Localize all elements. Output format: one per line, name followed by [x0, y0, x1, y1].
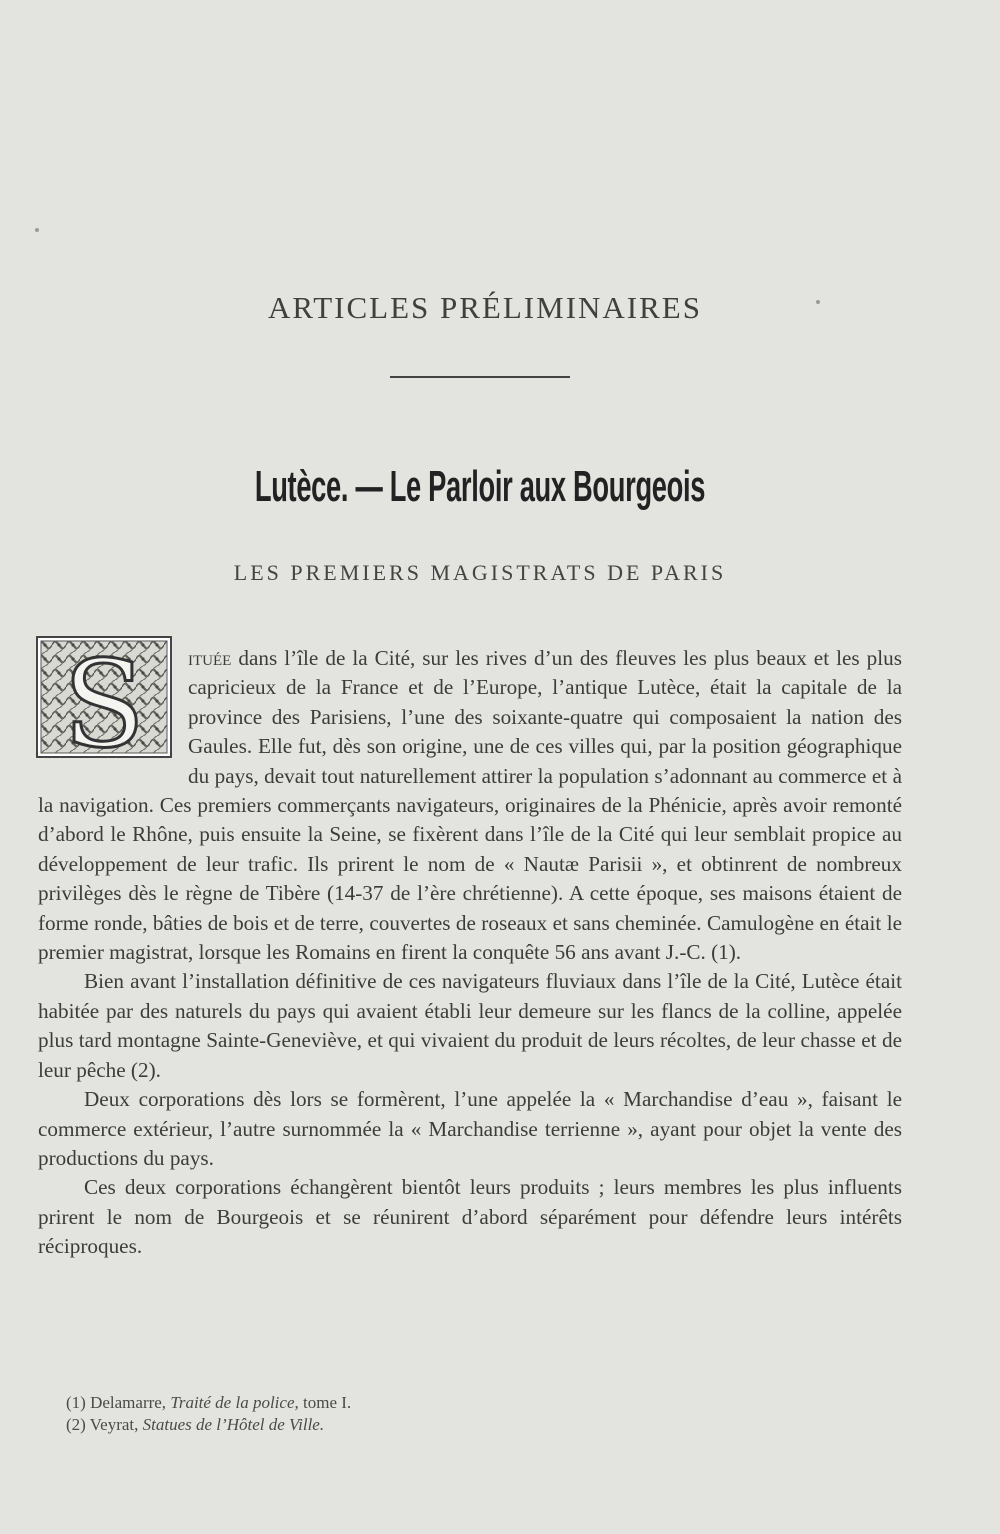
subtitle: LES PREMIERS MAGISTRATS DE PARIS	[233, 560, 727, 585]
lead-in: ituée	[188, 646, 232, 670]
title-rule	[390, 376, 570, 378]
footnote: (2) Veyrat, Statues de l’Hôtel de Ville.	[66, 1415, 325, 1434]
body-text	[38, 644, 902, 1262]
paragraph-4: Ces deux corporations échangèrent bientôt leurs produits ; leurs membres les plus influents prirent le nom de Bourgeois et se réunirent d’abord séparément pour défendre leurs intérêts réciproques.	[38, 1175, 902, 1259]
footnote: (1) Delamarre, Traité de la police, tome I.	[66, 1393, 352, 1412]
main-title: Lutèce. — Le Parloir aux Bourgeois	[254, 462, 706, 511]
footnotes	[66, 1392, 866, 1436]
dropcap-letter: S	[62, 638, 146, 756]
paragraph-3: Deux corporations dès lors se formèrent, l’une appelée la « Marchandise d’eau », faisant le commerce extérieur, l’autre surnommée la « Marchandise terrienne », ayant pour objet la vente des productions du pays.	[38, 1087, 902, 1170]
speck	[35, 228, 39, 232]
section-title: ARTICLES PRÉLIMINAIRES	[268, 290, 702, 325]
paragraph-2: Bien avant l’installation définitive de ces navigateurs fluviaux dans l’île de la Cité, Lutèce était habitée par des naturels du pays qui avaient établi leur demeure sur les flancs de la colline, appelée plus tard montagne Sainte-Geneviève, et qui vivaient du produit de leurs récoltes, de leur chasse et de leur pêche (2).	[38, 969, 902, 1082]
paragraph-1-text: dans l’île de la Cité, sur les rives d’un des fleuves les plus beaux et les plus capricieux de la France et de l’Europe, l’antique Lutèce, était la capitale de la province des Parisiens, l’une des soixante-quatre qui composaient la nation des Gaules. Elle fut, dès son origine, une de ces villes qui, par la position géographique du pays, devait tout naturellement attirer la population s’adonnant au commerce et à la navigation. Ces premiers commerçants navigateurs, originaires de la Phénicie, après avoir remonté d’abord le Rhône, puis ensuite la Seine, se fixèrent dans l’île de la Cité qui leur semblait propice au développement de leur trafic. Ils prirent le nom de « Nautæ Parisii », et obtinrent de nombreux privilèges dès le règne de Tibère (14-37 de l’ère chrétienne). A cette époque, ses maisons étaient de forme ronde, bâties de bois et de terre, couvertes de roseaux et sans cheminée. Camulogène en était le premier magistrat, lorsque les Romains en firent la conquête 56 ans avant J.-C. (1).	[38, 646, 902, 965]
